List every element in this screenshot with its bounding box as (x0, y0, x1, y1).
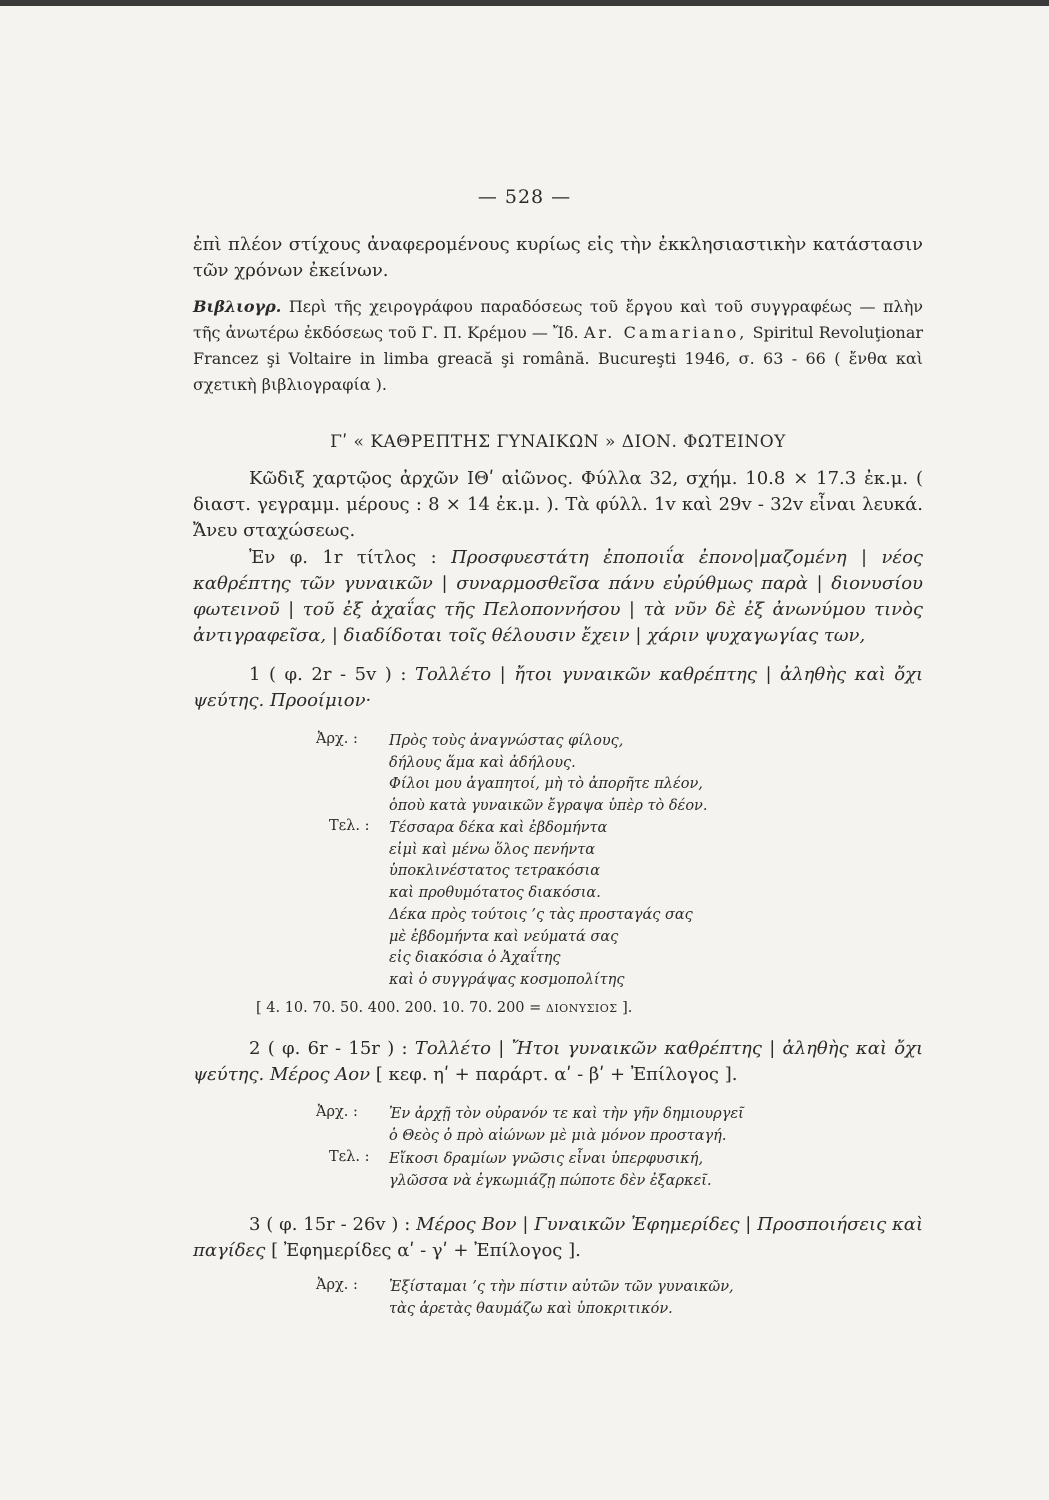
verse-line: ὁ Θεὸς ὁ πρὸ αἰώνων μὲ μιὰ μόνον προσταγή. (389, 1127, 727, 1144)
section-1 (193, 662, 923, 714)
numbers-line (256, 1000, 632, 1016)
section-heading: Γʹ « ΚΑΘΡΕΠΤΗΣ ΓΥΝΑΙΚΩΝ » ΔΙΟΝ. ΦΩΤΕΙΝΟΥ (330, 432, 786, 452)
numbers-end: ]. (617, 1000, 633, 1016)
verse-line: δήλους ἅμα καὶ ἀδήλους. (389, 754, 576, 771)
section-2-suffix: [ κεφ. ηʹ + παράρτ. αʹ - βʹ + Ἐπίλογος ]. (370, 1064, 738, 1085)
manuscript-title: Προσφυεστάτη ἐποποιΐα ἐπονο|μαζομένη | νέος καθρέπτης τῶν γυναικῶν | συναρμοσθεῖσα πάνυ εὐρύθμως παρὰ | διονυσίου φωτεινοῦ | τοῦ ἐξ ἀχαΐας τῆς Πελοποννήσου | τὰ νῦν δὲ ἐξ ἀνωνύμου τινὸς ἀντιγραφεῖσα, | διαδίδοται τοῖς θέλουσιν ἔχειν | χάριν ψυχαγωγίας των, (193, 547, 923, 646)
arch-label-1: Ἀρχ. : (316, 731, 358, 747)
verse-block-1-arch (389, 731, 707, 818)
verse-line: Ἐν ἀρχῇ τὸν οὐρανόν τε καὶ τὴν γῆν δημιουργεῖ (389, 1106, 744, 1122)
codex-description: Κῶδιξ χαρτῷος ἀρχῶν ΙΘʹ αἰῶνος. Φύλλα 32, σχήμ. 10.8 × 17.3 ἐκ.μ. ( διαστ. γεγραμμ. μέρους : 8 × 14 ἐκ.μ. ). Τὰ φύλλ. 1v καὶ 29v - 32v εἶναι λευκά. Ἄνευ σταχώσεως. (193, 468, 923, 541)
bibliography-author: Ar. Camariano, (583, 323, 748, 342)
page-number: — 528 — (477, 186, 572, 208)
section-1-title: Τολλέτο | ἤτοι γυναικῶν καθρέπτης | ἀληθὴς καὶ ὄχι ψεύτης. Προοίμιον· (193, 664, 923, 711)
numbers-values: [ 4. 10. 70. 50. 400. 200. 10. 70. 200 = (256, 1000, 546, 1016)
verse-line: μὲ ἑβδομήντα καὶ νεύματά σας (389, 928, 619, 945)
verse-line: γλῶσσα νὰ ἐγκωμιάζῃ πώποτε δὲν ἐξαρκεῖ. (389, 1172, 712, 1189)
section-3-title: Μέρος Βον | Γυναικῶν Ἐφημερίδες | Προσποιήσεις καὶ παγίδες (193, 1214, 923, 1261)
title-paragraph (193, 545, 923, 649)
verse-line: Ἐξίσταμαι ’ς τὴν πίστιν αὐτῶν τῶν γυναικῶν, (389, 1279, 734, 1295)
verse-line: Πρὸς τοὺς ἀναγνώστας φίλους, (389, 733, 624, 749)
arch-label-3: Ἀρχ. : (316, 1277, 358, 1293)
verse-line: ὑποκλινέστατος τετρακόσια (389, 863, 601, 880)
section-2-title: Τολλέτο | Ἤτοι γυναικῶν καθρέπτης | ἀληθὴς καὶ ὄχι ψεύτης. Μέρος Αον (193, 1038, 924, 1085)
verse-line: ὁποὺ κατὰ γυναικῶν ἔγραψα ὑπὲρ τὸ δέον. (389, 798, 708, 815)
tel-label-2: Τελ. : (329, 1149, 370, 1165)
page-top-edge (0, 0, 1049, 6)
verse-line: εἰμὶ καὶ μένω ὅλος πενήντα (389, 841, 596, 858)
verse-line: καὶ προθυμότατος διακόσια. (389, 885, 601, 902)
bibliography-text-2: Spiritul Revoluţionar Francez şi Voltaire in limba greacă şi română. Bucureşti 1946, σ. 63 - 66 ( ἔνθα καὶ σχετικὴ βιβλιογραφία ). (193, 323, 924, 394)
section-2-prefix: 2 ( φ. 6r - 15r ) : (249, 1038, 415, 1059)
bibliography-label: Βιβλιογρ. (193, 297, 282, 316)
verse-line: Τέσσαρα δέκα καὶ ἑβδομήντα (389, 820, 608, 836)
tel-label-1: Τελ. : (329, 818, 370, 834)
arch-label-2: Ἀρχ. : (316, 1104, 358, 1120)
section-3-prefix: 3 ( φ. 15r - 26v ) : (249, 1214, 417, 1235)
bibliography-text-1: Περὶ τῆς χειρογράφου παραδόσεως τοῦ ἔργου καὶ τοῦ συγγραφέως — πλὴν τῆς ἀνωτέρω ἐκδόσεως τοῦ Γ. Π. Κρέμου — Ἴδ. (193, 297, 923, 342)
section-1-prefix: 1 ( φ. 2r - 5v ) : (249, 664, 415, 685)
verse-line: Εἴκοσι δραμίων γνῶσις εἶναι ὑπερφυσική, (389, 1151, 704, 1167)
verse-line: καὶ ὁ συγγράψας κοσμοπολίτης (389, 971, 625, 988)
verse-line: εἰς διακόσια ὁ Ἀχαΐτης (389, 950, 561, 967)
section-3-suffix: [ Ἐφημερίδες αʹ - γʹ + Ἐπίλογος ]. (265, 1240, 581, 1261)
verse-block-1-tel (389, 818, 693, 992)
section-2 (193, 1036, 923, 1088)
verse-block-2-tel (389, 1149, 712, 1192)
verse-block-2-arch (389, 1104, 744, 1147)
verse-block-3-arch (389, 1277, 734, 1320)
title-prefix: Ἐν φ. 1r τίτλος : (249, 547, 452, 568)
verse-line: Φίλοι μου ἀγαπητοί, μὴ τὸ ἀπορῆτε πλέον, (389, 776, 703, 793)
intro-paragraph: ἐπὶ πλέον στίχους ἀναφερομένους κυρίως εἰς τὴν ἐκκλησιαστικὴν κατάστασιν τῶν χρόνων ἐκείνων. (193, 234, 923, 281)
verse-line: τὰς ἀρετὰς θαυμάζω καὶ ὑποκριτικόν. (389, 1300, 673, 1317)
section-3 (193, 1212, 923, 1264)
verse-line: Δέκα πρὸς τούτοις ’ς τὰς προσταγάς σας (389, 906, 693, 923)
bibliography-paragraph (193, 294, 923, 398)
numbers-name: ΔΙΟΝΥΣΙΟΣ (545, 1002, 618, 1015)
